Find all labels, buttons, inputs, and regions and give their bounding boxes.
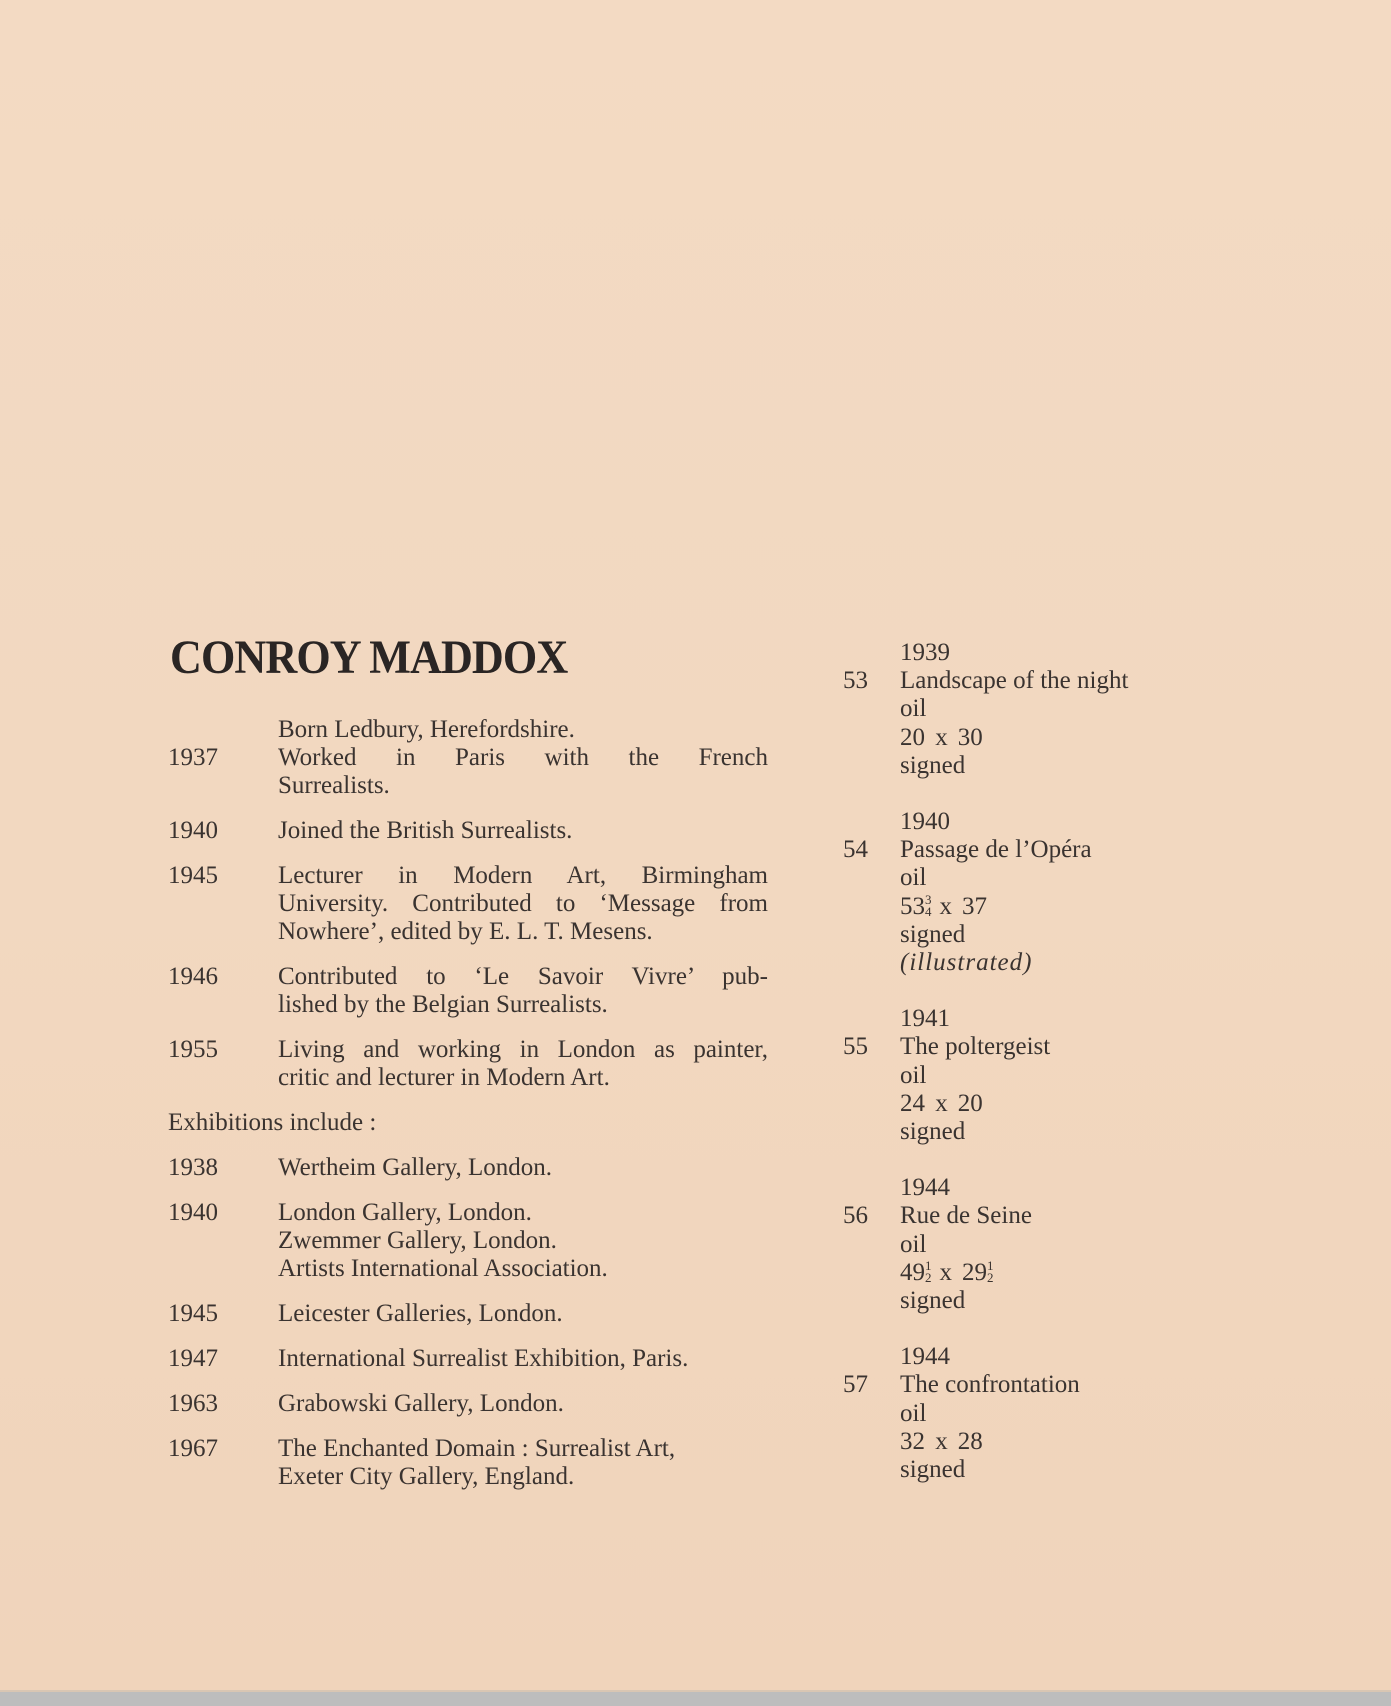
bio-entry bbox=[168, 963, 768, 1019]
bio-year: 1955 bbox=[168, 1036, 218, 1063]
spacer bbox=[843, 1005, 900, 1033]
fraction-denominator: 2 bbox=[925, 1269, 932, 1285]
bio-line: Nowhere’, edited by E. L. T. Mesens. bbox=[278, 918, 653, 945]
spacer bbox=[843, 921, 900, 949]
exhibition-line: The Enchanted Domain : Surrealist Art, bbox=[278, 1435, 676, 1462]
exhibition-entry bbox=[168, 1154, 768, 1182]
catalogue-works-column bbox=[843, 639, 1203, 1512]
spacer bbox=[843, 1343, 900, 1371]
work-signed: signed bbox=[900, 1456, 966, 1484]
work-medium: oil bbox=[900, 864, 927, 892]
spacer bbox=[843, 1231, 900, 1259]
work-size-row bbox=[843, 1090, 1203, 1118]
catalogue-number: 56 bbox=[843, 1202, 868, 1230]
work-size-row bbox=[843, 1259, 1203, 1287]
spacer bbox=[843, 752, 900, 780]
exhibition-text bbox=[278, 1345, 768, 1373]
spacer bbox=[843, 893, 900, 921]
size-separator: x bbox=[935, 1089, 948, 1117]
work-dimensions bbox=[900, 1090, 983, 1118]
work-medium: oil bbox=[900, 1230, 927, 1258]
bio-line: Lecturer in Modern Art, Birmingham bbox=[278, 862, 768, 889]
spacer bbox=[168, 1328, 768, 1345]
bio-line: Contributed to ‘Le Savoir Vivre’ pub- bbox=[278, 963, 768, 990]
spacer bbox=[843, 1287, 900, 1315]
exhibition-text bbox=[278, 1300, 768, 1328]
work-signed-row bbox=[843, 1456, 1203, 1484]
exhibition-line: Zwemmer Gallery, London. bbox=[278, 1227, 557, 1254]
bio-year: 1945 bbox=[168, 862, 218, 889]
bio-line: Surrealists. bbox=[278, 772, 390, 799]
spacer bbox=[843, 695, 900, 723]
exhibitions-heading: Exhibitions include : bbox=[168, 1109, 377, 1136]
fraction-denominator: 2 bbox=[987, 1269, 994, 1285]
work-title-row bbox=[843, 1202, 1203, 1230]
exhibition-entry bbox=[168, 1435, 768, 1491]
exhibition-year: 1947 bbox=[168, 1345, 218, 1372]
biography-column bbox=[168, 716, 768, 1491]
exhibition-text bbox=[278, 1199, 768, 1283]
catalogue-number: 57 bbox=[843, 1371, 868, 1399]
fraction-denominator: 4 bbox=[925, 903, 932, 919]
spacer bbox=[843, 1456, 900, 1484]
work-medium: oil bbox=[900, 1061, 927, 1089]
exhibition-year: 1967 bbox=[168, 1435, 218, 1462]
work-year: 1941 bbox=[900, 1005, 950, 1033]
bio-text bbox=[278, 862, 768, 946]
spacer bbox=[843, 1174, 900, 1202]
work-year: 1944 bbox=[900, 1174, 950, 1202]
spacer bbox=[843, 1090, 900, 1118]
spacer bbox=[168, 1373, 768, 1390]
size-width: 28 bbox=[957, 1427, 983, 1455]
work-medium: oil bbox=[900, 1399, 927, 1427]
work-signed-row bbox=[843, 752, 1203, 780]
exhibition-entry bbox=[168, 1390, 768, 1418]
catalogue-work bbox=[843, 1005, 1203, 1146]
work-title: The confrontation bbox=[900, 1371, 1080, 1399]
spacer bbox=[843, 949, 900, 977]
work-medium-row bbox=[843, 695, 1203, 723]
exhibitions-list bbox=[168, 1154, 768, 1491]
work-medium-row bbox=[843, 1400, 1203, 1428]
exhibition-year: 1945 bbox=[168, 1300, 218, 1327]
catalogue-work bbox=[843, 639, 1203, 780]
bio-text bbox=[278, 1036, 768, 1092]
spacer bbox=[168, 1182, 768, 1199]
bio-text bbox=[278, 817, 768, 845]
spacer bbox=[843, 639, 900, 667]
fraction-numerator: 3 bbox=[925, 891, 932, 907]
catalogue-number: 54 bbox=[843, 836, 868, 864]
work-note-row bbox=[843, 949, 1203, 977]
work-year-row bbox=[843, 808, 1203, 836]
work-signed: signed bbox=[900, 1118, 966, 1146]
work-size-row bbox=[843, 724, 1203, 752]
work-title-row bbox=[843, 667, 1203, 695]
artist-name-title: CONROY MADDOX bbox=[170, 631, 568, 684]
work-signed: signed bbox=[900, 751, 966, 779]
size-height: 20 bbox=[900, 723, 925, 751]
size-separator: x bbox=[939, 1258, 952, 1286]
size-width: 30 bbox=[957, 723, 983, 751]
bio-text bbox=[278, 963, 768, 1019]
biography-list bbox=[168, 716, 768, 1092]
bio-year: 1940 bbox=[168, 817, 218, 844]
size-height: 24 bbox=[900, 1089, 925, 1117]
bio-line: Living and working in London as painter, bbox=[278, 1036, 768, 1063]
size-height: 53 bbox=[900, 892, 925, 920]
work-year-row bbox=[843, 1343, 1203, 1371]
spacer bbox=[168, 1019, 768, 1036]
work-year-row bbox=[843, 1174, 1203, 1202]
work-year-row bbox=[843, 1005, 1203, 1033]
work-medium-row bbox=[843, 1062, 1203, 1090]
bio-line: Worked in Paris with the French bbox=[278, 744, 768, 771]
size-height: 32 bbox=[900, 1427, 925, 1455]
work-signed: signed bbox=[900, 1287, 966, 1315]
bio-year: 1946 bbox=[168, 963, 218, 990]
bio-entry bbox=[168, 862, 768, 946]
bio-text bbox=[278, 716, 768, 744]
spacer bbox=[168, 1283, 768, 1300]
work-title-row bbox=[843, 1033, 1203, 1061]
work-year-row bbox=[843, 639, 1203, 667]
spacer bbox=[843, 808, 900, 836]
work-dimensions bbox=[900, 893, 987, 921]
catalogue-number: 55 bbox=[843, 1033, 868, 1061]
spacer bbox=[168, 946, 768, 963]
exhibition-year: 1938 bbox=[168, 1154, 218, 1181]
bio-entry bbox=[168, 744, 768, 800]
spacer bbox=[843, 864, 900, 892]
work-size-row bbox=[843, 1428, 1203, 1456]
bio-entry bbox=[168, 716, 768, 744]
catalogue-work bbox=[843, 1174, 1203, 1315]
work-dimensions bbox=[900, 724, 983, 752]
exhibition-line: Grabowski Gallery, London. bbox=[278, 1390, 564, 1417]
exhibition-line: International Surrealist Exhibition, Paris. bbox=[278, 1345, 689, 1372]
size-width: 20 bbox=[957, 1089, 983, 1117]
spacer bbox=[168, 800, 768, 817]
size-fraction bbox=[925, 891, 932, 919]
exhibition-text bbox=[278, 1435, 768, 1491]
fraction-numerator: 1 bbox=[925, 1257, 932, 1273]
work-signed: signed bbox=[900, 920, 966, 948]
work-signed-row bbox=[843, 1118, 1203, 1146]
work-note: (illustrated) bbox=[900, 949, 1033, 977]
size-width: 37 bbox=[962, 892, 987, 920]
size-separator: x bbox=[939, 892, 952, 920]
work-title: Passage de l’Opéra bbox=[900, 836, 1092, 864]
work-title: Rue de Seine bbox=[900, 1202, 1032, 1230]
bio-year bbox=[168, 716, 278, 744]
work-dimensions bbox=[900, 1428, 983, 1456]
spacer bbox=[843, 1259, 900, 1287]
bio-line: Born Ledbury, Herefordshire. bbox=[278, 716, 575, 743]
size-height: 49 bbox=[900, 1258, 925, 1286]
spacer bbox=[843, 724, 900, 752]
work-dimensions bbox=[900, 1259, 1000, 1287]
work-signed-row bbox=[843, 1287, 1203, 1315]
work-medium-row bbox=[843, 864, 1203, 892]
exhibition-year: 1940 bbox=[168, 1199, 218, 1226]
spacer bbox=[843, 1428, 900, 1456]
exhibition-entry bbox=[168, 1199, 768, 1283]
fraction-numerator: 1 bbox=[987, 1257, 994, 1273]
exhibition-line: Exeter City Gallery, England. bbox=[278, 1463, 575, 1490]
exhibition-line: Leicester Galleries, London. bbox=[278, 1300, 563, 1327]
size-separator: x bbox=[935, 723, 948, 751]
catalogue-work bbox=[843, 1343, 1203, 1484]
work-size-row bbox=[843, 893, 1203, 921]
exhibition-entry bbox=[168, 1345, 768, 1373]
work-title: The poltergeist bbox=[900, 1033, 1051, 1061]
bio-line: University. Contributed to ‘Message from bbox=[278, 890, 768, 917]
exhibition-year: 1963 bbox=[168, 1390, 218, 1417]
work-medium-row bbox=[843, 1231, 1203, 1259]
bio-text bbox=[278, 744, 768, 800]
bio-year: 1937 bbox=[168, 744, 218, 771]
size-fraction bbox=[987, 1257, 994, 1285]
size-width: 29 bbox=[962, 1258, 987, 1286]
spacer bbox=[843, 1062, 900, 1090]
exhibition-line: Wertheim Gallery, London. bbox=[278, 1154, 553, 1181]
exhibition-line: London Gallery, London. bbox=[278, 1199, 532, 1226]
exhibition-line: Artists International Association. bbox=[278, 1255, 608, 1282]
spacer bbox=[168, 1418, 768, 1435]
spacer bbox=[168, 845, 768, 862]
work-year: 1944 bbox=[900, 1343, 950, 1371]
bio-entry bbox=[168, 817, 768, 845]
exhibition-text bbox=[278, 1154, 768, 1182]
catalogue-number: 53 bbox=[843, 667, 868, 695]
catalogue-work bbox=[843, 808, 1203, 977]
spacer bbox=[843, 1400, 900, 1428]
work-title-row bbox=[843, 1371, 1203, 1399]
spacer bbox=[843, 1118, 900, 1146]
exhibition-entry bbox=[168, 1300, 768, 1328]
work-signed-row bbox=[843, 921, 1203, 949]
work-title: Landscape of the night bbox=[900, 667, 1129, 695]
bio-line: lished by the Belgian Surrealists. bbox=[278, 991, 608, 1018]
exhibition-text bbox=[278, 1390, 768, 1418]
bio-line: Joined the British Surrealists. bbox=[278, 817, 573, 844]
work-title-row bbox=[843, 836, 1203, 864]
bio-entry bbox=[168, 1036, 768, 1092]
work-year: 1939 bbox=[900, 639, 950, 666]
size-fraction bbox=[925, 1257, 932, 1285]
work-year: 1940 bbox=[900, 808, 950, 836]
bio-line: critic and lecturer in Modern Art. bbox=[278, 1064, 610, 1091]
work-medium: oil bbox=[900, 695, 927, 723]
size-separator: x bbox=[935, 1427, 948, 1455]
